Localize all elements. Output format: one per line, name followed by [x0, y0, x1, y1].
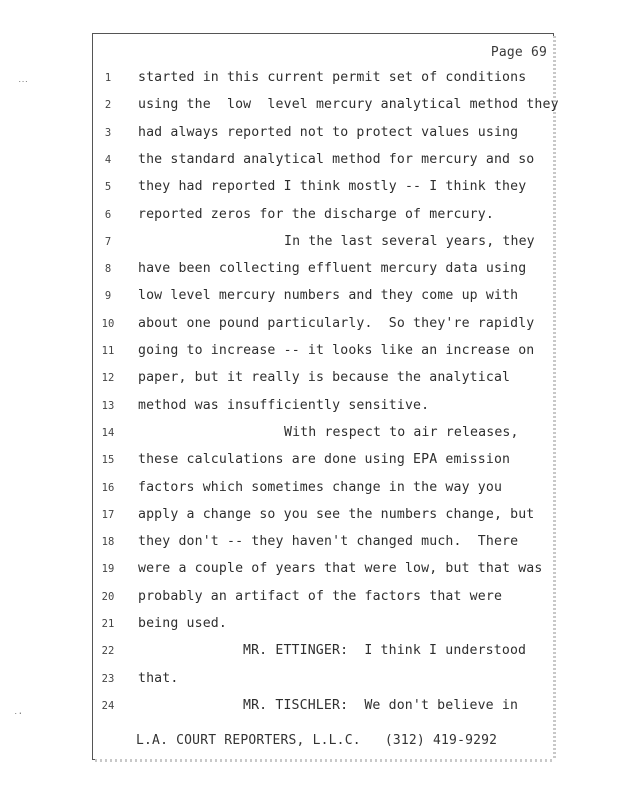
- transcript-line: [0, 589, 619, 609]
- transcript-line: [0, 425, 619, 445]
- line-number: 20: [101, 590, 115, 603]
- transcript-line: [0, 480, 619, 500]
- line-number: 3: [104, 126, 112, 139]
- line-text: going to increase -- it looks like an increase on: [138, 343, 535, 358]
- line-text: method was insufficiently sensitive.: [138, 397, 430, 413]
- transcript-line: [0, 643, 619, 663]
- line-text: that.: [138, 670, 179, 686]
- line-text: low level mercury numbers and they come up with: [138, 288, 519, 304]
- transcript-line: [0, 370, 619, 390]
- transcript-line: [0, 234, 619, 254]
- page-border-shadow: [95, 759, 555, 762]
- line-text: started in this current permit set of conditions: [138, 70, 527, 85]
- line-number: 21: [101, 618, 115, 630]
- line-number: 16: [101, 481, 115, 494]
- line-text: were a couple of years that were low, but that was: [138, 561, 543, 577]
- line-number: 23: [101, 672, 115, 685]
- line-number: 10: [101, 317, 115, 330]
- transcript-line: [0, 70, 619, 90]
- line-number: 24: [101, 699, 115, 712]
- line-text: being used.: [138, 616, 227, 631]
- court-reporter-footer: L.A. COURT REPORTERS, L.L.C. (312) 419-9292: [136, 733, 498, 748]
- line-text: reported zeros for the discharge of mercury.: [138, 206, 494, 222]
- transcript-line: [0, 398, 619, 418]
- scan-speck: ․․․: [18, 74, 29, 85]
- line-text: probably an artifact of the factors that were: [138, 588, 503, 604]
- line-number: 8: [104, 263, 112, 276]
- transcript-line: [0, 507, 619, 527]
- transcript-line: [0, 671, 619, 691]
- transcript-line: [0, 616, 619, 636]
- line-text: MR. TISCHLER: We don't believe in: [243, 697, 519, 713]
- line-number: 1: [104, 72, 112, 84]
- line-text: In the last several years, they: [284, 233, 535, 249]
- line-number: 12: [101, 372, 115, 385]
- transcript-line: [0, 97, 619, 117]
- line-number: 6: [104, 208, 112, 221]
- line-text: about one pound particularly. So they're rapidly: [138, 315, 535, 331]
- line-text: have been collecting effluent mercury data using: [138, 261, 527, 277]
- line-text: using the low level mercury analytical method they: [138, 97, 559, 113]
- transcript-line: [0, 179, 619, 199]
- scan-speck: ․.: [14, 706, 24, 717]
- line-text: they had reported I think mostly -- I think they: [138, 179, 527, 195]
- line-number: 22: [101, 645, 115, 658]
- transcript-line: [0, 207, 619, 227]
- line-text: had always reported not to protect values using: [138, 124, 519, 140]
- transcript-line: [0, 343, 619, 363]
- transcript-line: [0, 125, 619, 145]
- line-number: 9: [104, 290, 112, 303]
- line-number: 14: [101, 426, 115, 439]
- line-number: 5: [104, 181, 112, 194]
- line-number: 13: [101, 399, 115, 412]
- line-number: 2: [104, 99, 112, 112]
- line-text: apply a change so you see the numbers change, but: [138, 506, 535, 522]
- transcript-line: [0, 261, 619, 281]
- line-number: 15: [101, 454, 115, 467]
- transcript-line: [0, 561, 619, 581]
- line-number: 17: [101, 508, 115, 521]
- line-text: paper, but it really is because the analytical: [138, 370, 511, 386]
- transcript-line: [0, 452, 619, 472]
- line-number: 4: [104, 153, 112, 166]
- transcript-line: [0, 288, 619, 308]
- line-text: MR. ETTINGER: I think I understood: [243, 643, 527, 659]
- line-number: 11: [101, 345, 115, 357]
- page-number: Page 69: [490, 45, 547, 60]
- line-text: they don't -- they haven't changed much. There: [138, 534, 519, 550]
- transcript-line: [0, 316, 619, 336]
- line-text: these calculations are done using EPA emission: [138, 452, 511, 468]
- line-number: 19: [101, 563, 115, 576]
- transcript-line: [0, 698, 619, 718]
- transcript-line: [0, 534, 619, 554]
- transcript-line: [0, 152, 619, 172]
- line-number: 18: [101, 536, 115, 549]
- line-text: the standard analytical method for mercury and so: [138, 151, 535, 167]
- line-text: factors which sometimes change in the way you: [138, 479, 503, 495]
- line-number: 7: [104, 235, 112, 248]
- line-text: With respect to air releases,: [284, 424, 519, 440]
